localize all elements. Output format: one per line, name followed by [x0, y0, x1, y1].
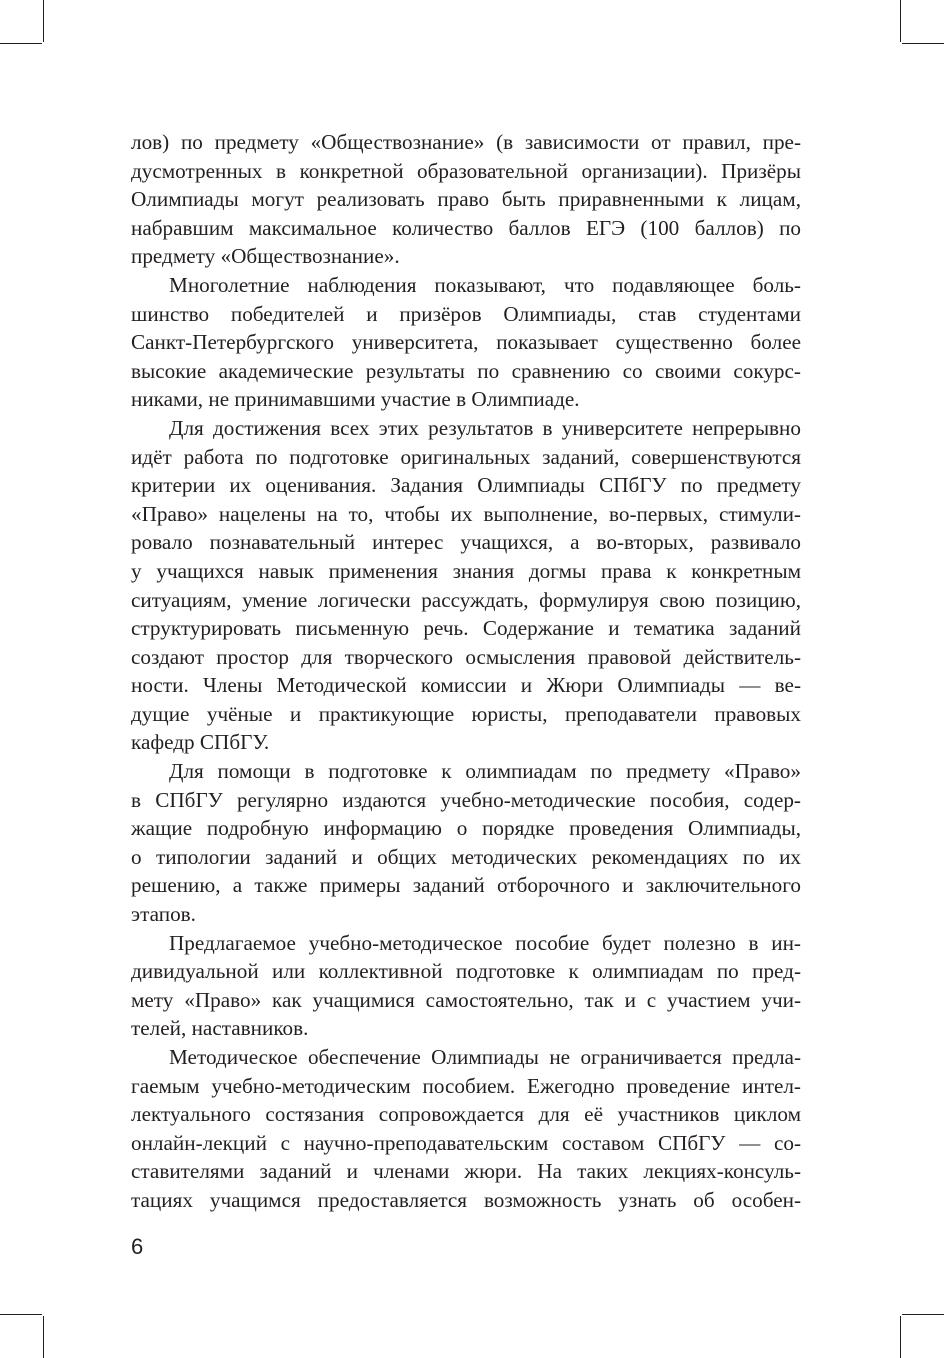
text-line: предмету «Обществознание». — [131, 244, 400, 269]
text-line: Методическое обеспечение Олимпиады не ограничивается предла- — [169, 1045, 801, 1069]
text-line: гаемым учебно-методическим пособием. Ежегодно проведение интел- — [131, 1073, 801, 1098]
text-line: набравшим максимальное количество баллов ЕГЭ (100 баллов) по — [131, 215, 801, 240]
text-line: ставителями заданий и членами жюри. На таких лекциях-консуль- — [131, 1159, 801, 1184]
text-line: Для достижения всех этих результатов в университете непрерывно — [169, 415, 801, 440]
crop-mark-bottom-left-horizontal — [0, 1314, 42, 1315]
text-line: тациях учащимся предоставляется возможность узнать об особен- — [131, 1187, 801, 1212]
text-line: дусмотренных в конкретной образовательной организации). Призёры — [131, 158, 801, 183]
crop-mark-bottom-left-vertical — [43, 1316, 44, 1358]
text-line: Предлагаемое учебно-методическое пособие будет полезно в ин- — [169, 930, 801, 955]
text-line: Санкт-Петербургского университета, показывает существенно более — [131, 330, 801, 355]
text-line: дущие учёные и практикующие юристы, преподаватели правовых — [131, 701, 801, 726]
text-line: решению, а также примеры заданий отборочного и заключительного — [131, 873, 801, 898]
text-line: идёт работа по подготовке оригинальных заданий, совершенствуются — [131, 444, 801, 469]
paragraph — [131, 414, 801, 757]
text-line: ровало познавательный интерес учащихся, а во-вторых, развивало — [131, 530, 801, 555]
crop-mark-top-left-horizontal — [0, 43, 42, 44]
text-line: высокие академические результаты по сравнению со своими сокурс- — [131, 358, 801, 383]
text-line: Многолетние наблюдения показывают, что подавляющее боль- — [169, 272, 801, 297]
text-line: у учащихся навык применения знания догмы права к конкретным — [131, 558, 801, 583]
paragraph — [131, 128, 801, 271]
text-line: мету «Право» как учащимися самостоятельно, так и с участием учи- — [131, 987, 801, 1012]
text-line: Олимпиады могут реализовать право быть приравненными к лицам, — [131, 187, 801, 212]
page-body-text — [131, 128, 801, 1215]
text-line: Для помощи в подготовке к олимпиадам по предмету «Право» — [169, 759, 801, 784]
paragraph — [131, 929, 801, 1043]
text-line: телей, наставников. — [131, 1016, 309, 1041]
crop-mark-top-left-vertical — [43, 0, 44, 42]
paragraph — [131, 1043, 801, 1215]
text-line: «Право» нацелены на то, чтобы их выполнение, во-первых, стимули- — [131, 501, 801, 526]
paragraph — [131, 757, 801, 929]
text-line: жащие подробную информацию о порядке проведения Олимпиады, — [131, 816, 801, 841]
crop-mark-bottom-right-horizontal — [902, 1314, 944, 1315]
page-number: 6 — [131, 1234, 144, 1259]
text-line: лов) по предмету «Обществознание» (в зависимости от правил, пре- — [131, 130, 801, 154]
text-line: онлайн-лекций с научно-преподавательским составом СПбГУ — со- — [131, 1130, 801, 1155]
text-line: дивидуальной или коллективной подготовке к олимпиадам по пред- — [131, 959, 801, 984]
text-line: лектуального состязания сопровождается для её участников циклом — [131, 1102, 801, 1127]
text-line: структурировать письменную речь. Содержание и тематика заданий — [131, 616, 801, 641]
crop-mark-top-right-vertical — [900, 0, 901, 42]
text-line: о типологии заданий и общих методических рекомендациях по их — [131, 844, 801, 869]
text-line: ности. Члены Методической комиссии и Жюри Олимпиады — ве- — [131, 673, 801, 698]
text-line: никами, не принимавшими участие в Олимпиаде. — [131, 387, 580, 412]
paragraph — [131, 271, 801, 414]
crop-mark-bottom-right-vertical — [900, 1316, 901, 1358]
text-line: критерии их оценивания. Задания Олимпиады СПбГУ по предмету — [131, 473, 801, 498]
text-line: кафедр СПбГУ. — [131, 730, 270, 755]
text-line: шинство победителей и призёров Олимпиады, став студентами — [131, 301, 801, 326]
text-line: этапов. — [131, 902, 196, 927]
text-line: ситуациям, умение логически рассуждать, формулируя свою позицию, — [131, 587, 801, 612]
crop-mark-top-right-horizontal — [902, 43, 944, 44]
text-line: создают простор для творческого осмысления правовой действитель- — [131, 644, 801, 669]
text-line: в СПбГУ регулярно издаются учебно-методические пособия, содер- — [131, 787, 801, 812]
